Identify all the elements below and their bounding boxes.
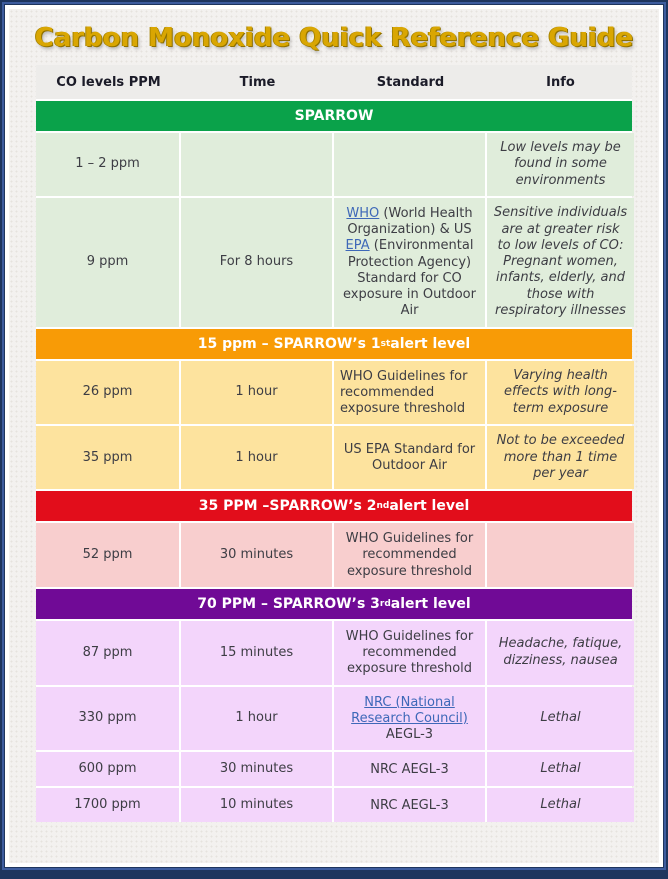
- section-header-text: 70 PPM – SPARROW’s 3: [197, 595, 380, 612]
- standard-cell: [334, 752, 485, 786]
- frame-blue-band: [2, 2, 666, 870]
- co-table-body: [36, 101, 632, 822]
- table-row: [36, 426, 632, 489]
- who-link[interactable]: WHO: [346, 205, 380, 221]
- time-cell: 1 hour: [181, 361, 332, 425]
- time-cell: 10 minutes: [181, 788, 332, 822]
- standard-text: WHO Guidelines for recommended exposure threshold: [340, 368, 468, 416]
- page-title: Carbon Monoxide Quick Reference Guide: [34, 23, 634, 53]
- column-header-standard: Standard: [376, 74, 445, 90]
- standard-cell: [334, 426, 485, 489]
- section-header-text: alert level: [390, 335, 471, 352]
- info-cell: Headache, fatique, dizziness, nausea: [487, 621, 634, 685]
- time-cell: 30 minutes: [181, 752, 332, 786]
- table-row: [36, 687, 632, 751]
- standard-text: WHO Guidelines for recommended exposure threshold: [345, 531, 474, 579]
- standard-text: US EPA Standard for Outdoor Air: [343, 441, 476, 474]
- table-row: [36, 621, 632, 685]
- standard-text: NRC AEGL-3: [370, 761, 449, 777]
- time-cell: 15 minutes: [181, 621, 332, 685]
- standard-cell: [334, 621, 485, 685]
- table-row: [36, 788, 632, 822]
- info-cell: Not to be exceeded more than 1 time per year: [487, 426, 634, 489]
- info-cell: Lethal: [487, 752, 634, 786]
- time-cell: 30 minutes: [181, 523, 332, 587]
- column-header-info: Info: [546, 74, 575, 90]
- table-row: [36, 133, 632, 196]
- section-header-alert-1: 15 ppm – SPARROW’s 1 st alert level: [36, 329, 632, 359]
- table-row: [36, 361, 632, 425]
- standard-text: AEGL-3: [385, 727, 434, 742]
- standard-cell: [334, 361, 485, 425]
- time-cell: [181, 133, 332, 196]
- column-header-co-levels: CO levels PPM: [56, 74, 161, 90]
- ppm-cell: 87 ppm: [36, 621, 179, 685]
- section-header-text: SPARROW: [294, 108, 374, 124]
- time-cell: 1 hour: [181, 426, 332, 489]
- standard-cell: [334, 133, 485, 196]
- standard-text: (World Health Organization) & US: [347, 205, 473, 237]
- standard-text: NRC AEGL-3: [370, 797, 449, 813]
- section-header-text: 35 PPM –SPARROW’s 2: [198, 498, 377, 514]
- page-content: [9, 9, 659, 863]
- standard-cell: [334, 523, 485, 587]
- ppm-cell: 600 ppm: [36, 752, 179, 786]
- co-reference-table: [36, 65, 632, 822]
- info-cell: Varying health effects with long-term exposure: [487, 361, 634, 425]
- table-row: [36, 752, 632, 786]
- section-header-sparrow: [36, 101, 632, 131]
- column-header-row: [36, 65, 632, 99]
- standard-cell: [334, 198, 485, 327]
- section-header-text: alert level: [390, 595, 471, 612]
- standard-cell: [334, 788, 485, 822]
- nrc-link[interactable]: NRC (National Research Council): [351, 694, 468, 726]
- info-cell: Sensitive individuals are at greater risk to low levels of CO: Pregnant women, infants, elderly, and those with respiratory illnesses: [487, 198, 634, 327]
- ppm-cell: 52 ppm: [36, 523, 179, 587]
- section-header-alert-3: 70 PPM – SPARROW’s 3 rd alert level: [36, 589, 632, 619]
- section-header-text: alert level: [389, 498, 470, 514]
- epa-link[interactable]: EPA: [345, 238, 370, 254]
- section-header-text: 15 ppm – SPARROW’s 1: [197, 335, 381, 352]
- time-cell: For 8 hours: [181, 198, 332, 327]
- ppm-cell: 330 ppm: [36, 687, 179, 751]
- ppm-cell: 35 ppm: [36, 426, 179, 489]
- time-cell: 1 hour: [181, 687, 332, 751]
- standard-text: WHO Guidelines for recommended exposure threshold: [345, 628, 474, 677]
- section-header-alert-2: 35 PPM –SPARROW’s 2 nd alert level: [36, 491, 632, 521]
- info-cell: Lethal: [487, 788, 634, 822]
- info-cell: [487, 523, 634, 587]
- column-header-time: Time: [239, 74, 276, 90]
- table-row: [36, 523, 632, 587]
- ppm-cell: 1 – 2 ppm: [36, 133, 179, 196]
- info-cell: Low levels may be found in some environments: [487, 133, 634, 196]
- standard-text: (Environmental Protection Agency) Standard for CO exposure in Outdoor Air: [343, 238, 476, 319]
- standard-cell: [334, 687, 485, 751]
- table-row: [36, 198, 632, 327]
- ppm-cell: 9 ppm: [36, 198, 179, 327]
- ppm-cell: 1700 ppm: [36, 788, 179, 822]
- info-cell: Lethal: [487, 687, 634, 751]
- frame-inner: [4, 4, 664, 868]
- ppm-cell: 26 ppm: [36, 361, 179, 425]
